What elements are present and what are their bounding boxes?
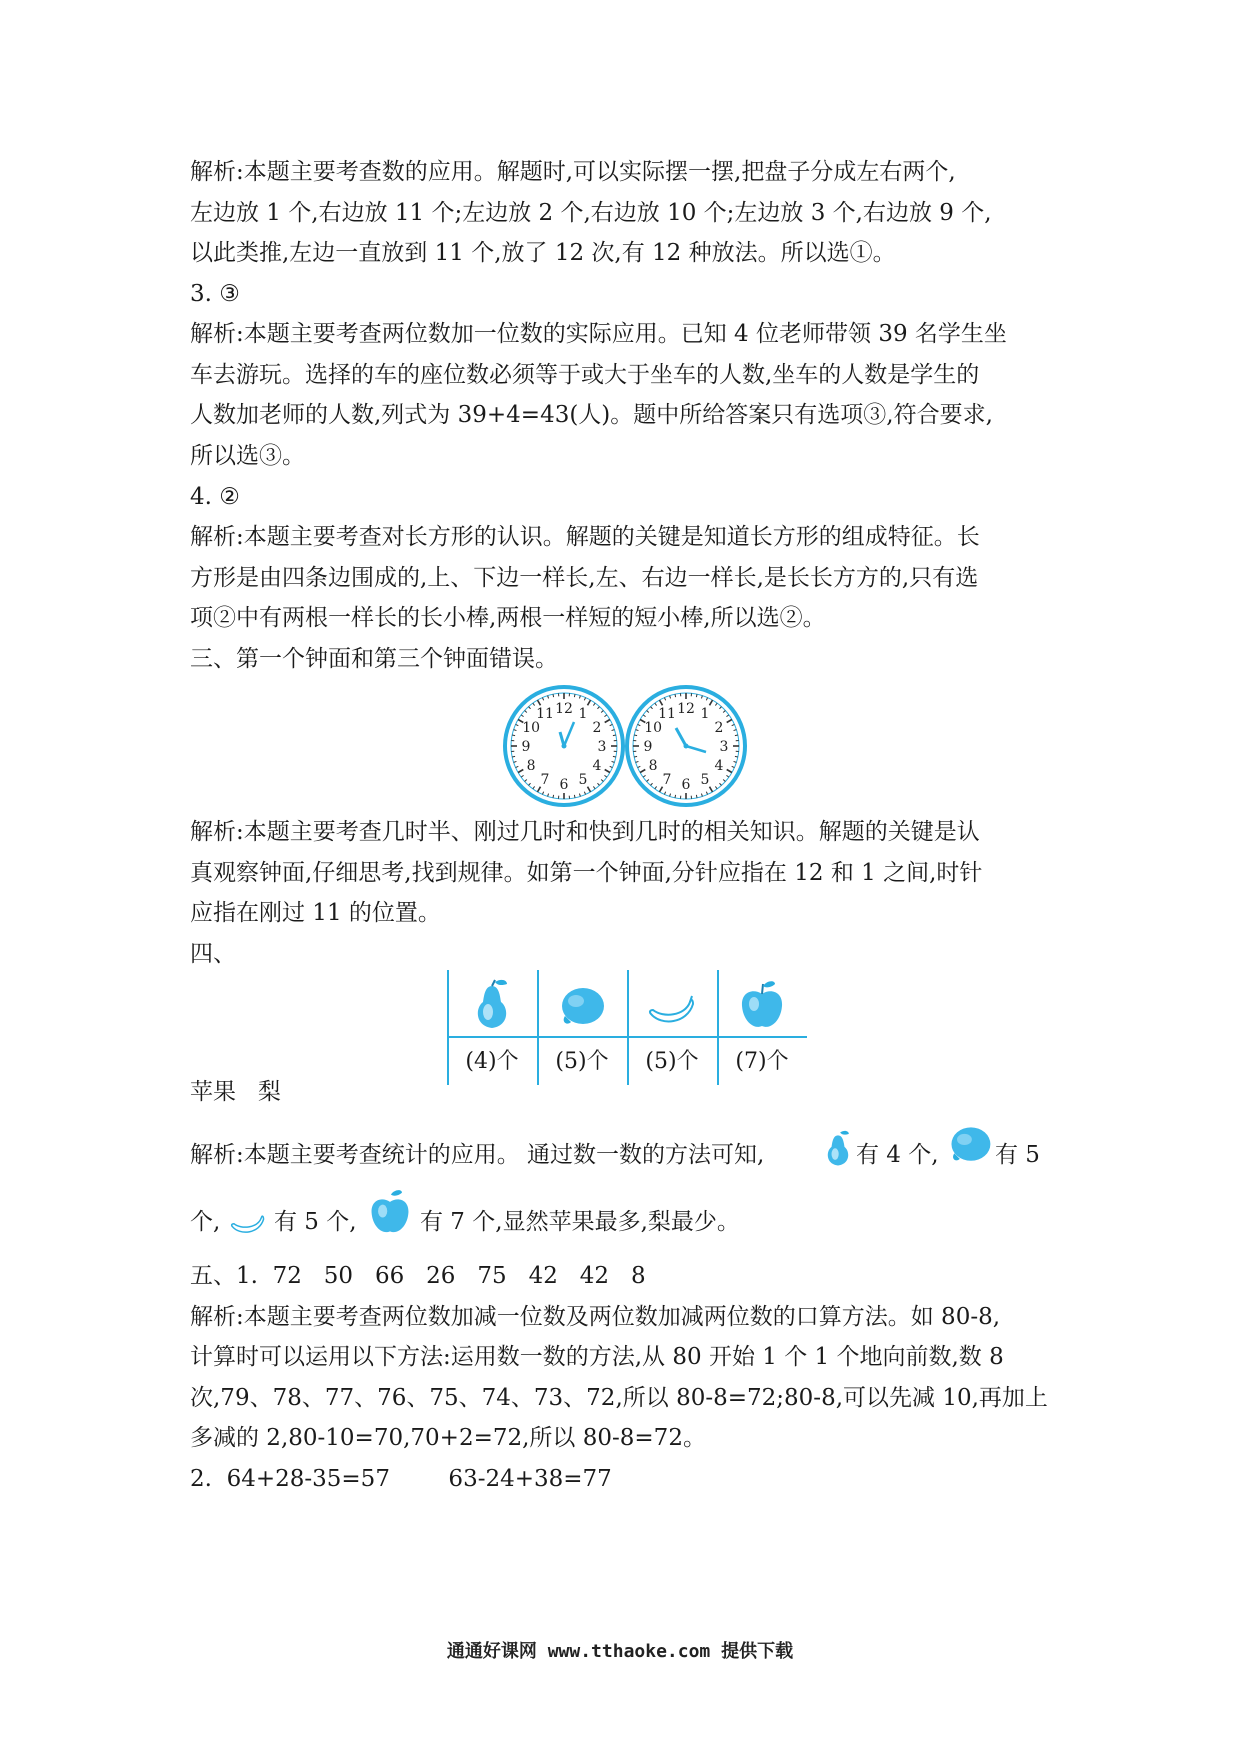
clock-numeral: 10	[644, 720, 663, 736]
pear-icon	[820, 1128, 856, 1170]
clock-numeral: 9	[643, 739, 653, 755]
question-2-answer: 2. 64+28-35=57 63-24+38=77	[190, 1466, 612, 1492]
question-3-answer: 3. ③	[190, 281, 240, 307]
banana-icon	[222, 1200, 274, 1240]
text-line: 方形是由四条边围成的,上、下边一样长,左、右边一样长,是长长方方的,只有选	[190, 565, 979, 591]
count-label: (5)个	[645, 1049, 699, 1074]
text-line: 真观察钟面,仔细思考,找到规律。如第一个钟面,分针应指在 12 和 1 之间,时针	[190, 860, 983, 886]
fruit-count-table	[447, 970, 807, 1085]
stat-text-b: 有 5 个,	[274, 1209, 357, 1235]
footer-credit: 通通好课网 www.tthaoke.com 提供下载	[446, 1641, 794, 1662]
clock-face-2	[627, 687, 745, 805]
stat-text-c: 有 5	[995, 1142, 1040, 1168]
text-line: 多减的 2,80-10=70,70+2=72,所以 80-8=72。	[190, 1425, 706, 1451]
stat-text-b: 有 4 个,	[856, 1142, 939, 1168]
apple-icon	[737, 978, 787, 1032]
text-line: 所以选③。	[190, 443, 305, 469]
clock-numeral: 11	[658, 706, 676, 723]
clock-numeral: 3	[597, 739, 607, 755]
question-4-answer: 4. ②	[190, 484, 240, 510]
text-line: 车去游玩。选择的车的座位数必须等于或大于坐车的人数,坐车的人数是学生的	[190, 362, 980, 388]
clock-numeral: 1	[578, 706, 588, 723]
text-line: 解析:本题主要考查两位数加一位数的实际应用。已知 4 位老师带领 39 名学生坐	[190, 321, 1007, 347]
clock-numeral: 5	[700, 771, 710, 788]
clock-numeral: 2	[714, 720, 724, 736]
pear-icon	[467, 978, 517, 1032]
clock-numeral: 6	[681, 777, 691, 793]
clock-numeral: 12	[555, 701, 573, 717]
count-label: (7)个	[735, 1049, 789, 1074]
banana-icon	[647, 978, 697, 1032]
fruit-cell-pear	[447, 970, 537, 1085]
text-line: 解析:本题主要考查对长方形的认识。解题的关键是知道长方形的组成特征。长	[190, 524, 980, 550]
text-line: 左边放 1 个,右边放 11 个;左边放 2 个,右边放 10 个;左边放 3 个,右边放 9 个,	[190, 200, 992, 226]
text-line: 解析:本题主要考查数的应用。解题时,可以实际摆一摆,把盘子分成左右两个,	[190, 159, 956, 185]
fruit-cell-peach	[537, 970, 627, 1085]
clock-faces-figure	[502, 683, 748, 810]
text-line: 计算时可以运用以下方法:运用数一数的方法,从 80 开始 1 个 1 个地向前数,数 8	[190, 1344, 1004, 1370]
clock-numeral: 7	[540, 771, 550, 788]
clock-numeral: 5	[578, 771, 588, 788]
text-line: 项②中有两根一样长的长小棒,两根一样短的短小棒,所以选②。	[190, 605, 826, 631]
clock-numeral: 4	[592, 758, 602, 774]
peach-icon	[942, 1120, 998, 1170]
text-line: 以此类推,左边一直放到 11 个,放了 12 次,有 12 种放法。所以选①。	[190, 240, 896, 266]
count-label: (5)个	[555, 1049, 609, 1074]
clock-numeral: 9	[521, 739, 531, 755]
text-line: 人数加老师的人数,列式为 39+4=43(人)。题中所给答案只有选项③,符合要求,	[190, 402, 993, 428]
section-3-heading: 三、第一个钟面和第三个钟面错误。	[190, 646, 558, 672]
section-5-answers: 五、1. 72 50 66 26 75 42 42 8	[190, 1263, 646, 1289]
clock-numeral: 4	[714, 758, 724, 774]
text-line: 解析:本题主要考查两位数加减一位数及两位数加减两位数的口算方法。如 80-8,	[190, 1304, 1001, 1330]
fruit-cell-banana	[627, 970, 717, 1085]
clock-numeral: 8	[526, 758, 536, 774]
text-line: 解析:本题主要考查几时半、刚过几时和快到几时的相关知识。解题的关键是认	[190, 819, 980, 845]
stat-text-c: 有 7 个,显然苹果最多,梨最少。	[420, 1209, 740, 1235]
clock-face-1	[505, 687, 623, 805]
clock-numeral: 11	[536, 706, 554, 723]
clock-numeral: 2	[592, 720, 602, 736]
clock-numeral: 7	[662, 771, 672, 788]
clock-numeral: 8	[648, 758, 658, 774]
stat-text-a: 解析:本题主要考查统计的应用。 通过数一数的方法可知,	[190, 1142, 765, 1168]
clock-numeral: 3	[719, 739, 729, 755]
text-line: 次,79、78、77、76、75、74、73、72,所以 80-8=72;80-8,可以先减 10,再加上	[190, 1385, 1048, 1411]
count-label: (4)个	[465, 1049, 519, 1074]
peach-icon	[557, 978, 607, 1032]
fruit-cell-apple	[717, 970, 807, 1085]
clock-numeral: 12	[677, 701, 695, 717]
clock-numeral: 1	[700, 706, 710, 723]
stat-text-a: 个,	[190, 1209, 221, 1235]
clock-numeral: 6	[559, 777, 569, 793]
section-4-heading: 四、	[190, 941, 236, 967]
text-line: 应指在刚过 11 的位置。	[190, 900, 441, 926]
section-4-answer: 苹果 梨	[190, 1079, 281, 1105]
apple-icon	[367, 1186, 413, 1238]
clock-numeral: 10	[522, 720, 541, 736]
